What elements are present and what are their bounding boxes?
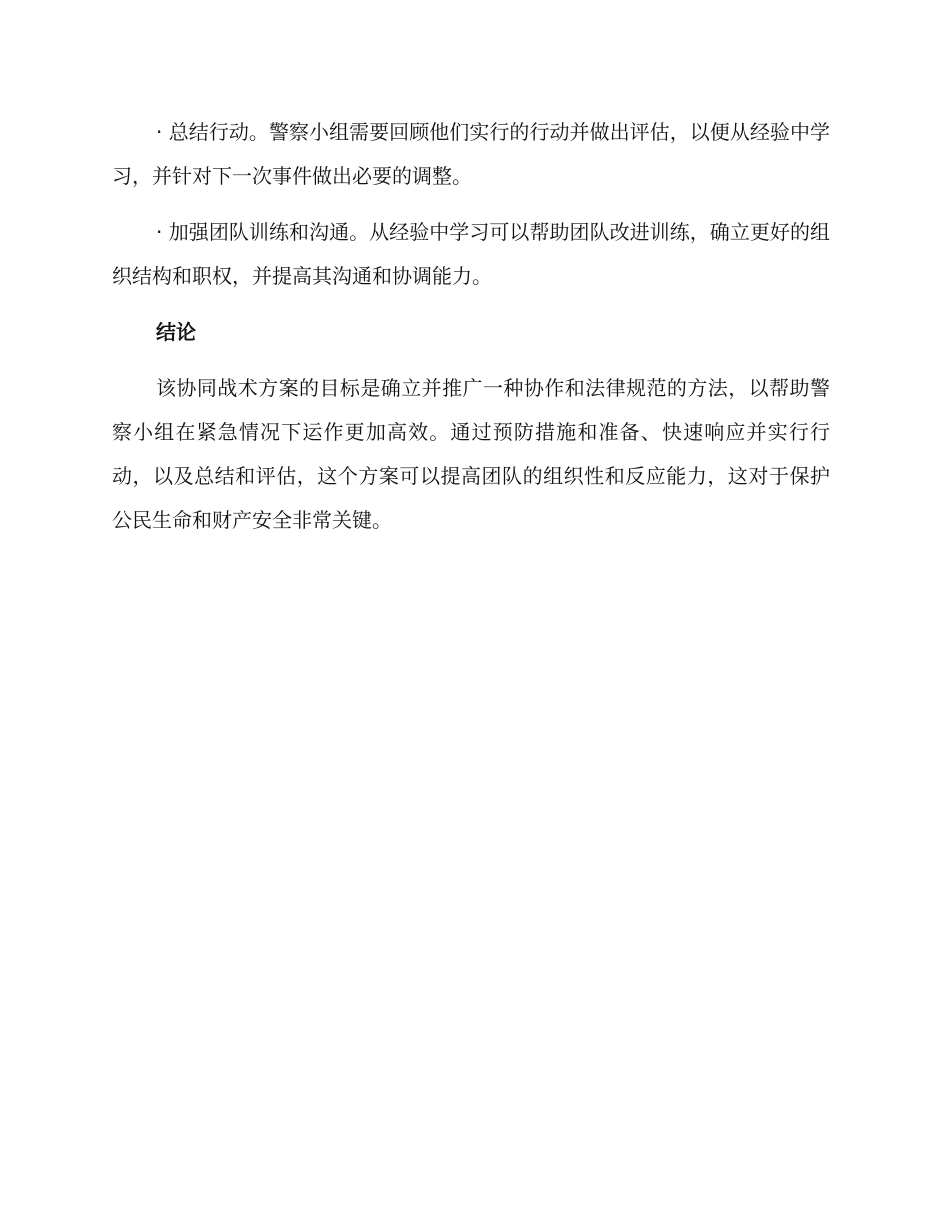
conclusion-paragraph: 该协同战术方案的目标是确立并推广一种协作和法律规范的方法，以帮助警察小组在紧急情况下运作更加高效。通过预防措施和准备、快速响应并实行行动，以及总结和评估，这个方案可以提高团队的组织性和反应能力，这对于保护公民生命和财产安全非常关键。 <box>112 376 830 532</box>
conclusion-heading: 结论 <box>156 320 196 344</box>
bullet-summarize-actions: · 总结行动。警察小组需要回顾他们实行的行动并做出评估，以便从经验中学习，并针对下一次事件做出必要的调整。 <box>112 120 830 188</box>
bullet-team-training: · 加强团队训练和沟通。从经验中学习可以帮助团队改进训练，确立更好的组织结构和职权，并提高其沟通和协调能力。 <box>112 220 830 288</box>
document-body <box>112 110 830 554</box>
